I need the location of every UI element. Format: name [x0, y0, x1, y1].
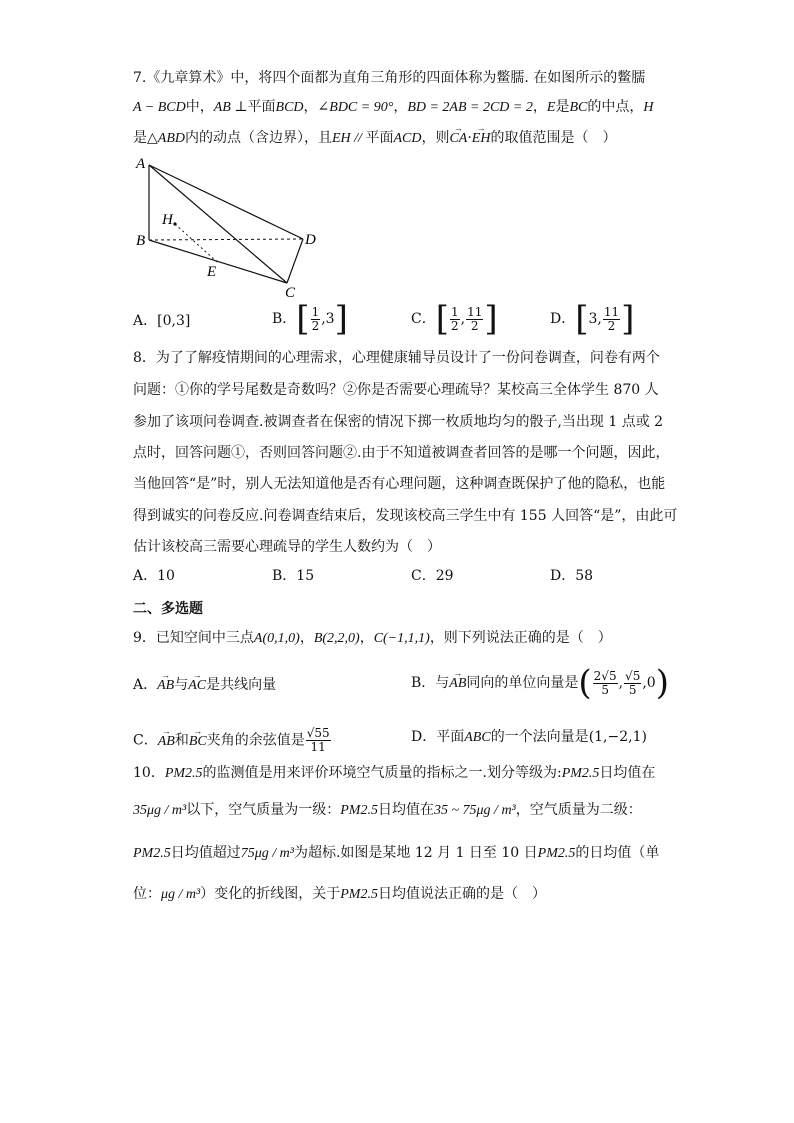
text: 日均值在 [599, 765, 656, 781]
fraction [593, 670, 618, 697]
text: 的中点， [587, 99, 644, 115]
fraction [603, 306, 620, 333]
denominator: 2 [311, 318, 320, 333]
q7-text: 7.《九章算术》中，将四个面都为直角三角形的四面体称为鳖臑. 在如图所示的鳖臑 [133, 70, 646, 86]
text: ， [359, 630, 374, 646]
q8-option-a[interactable]: A．10 [133, 568, 175, 584]
text: 中， [185, 99, 214, 115]
option-label: B．与 [411, 675, 450, 691]
text: ， [532, 99, 547, 115]
q8-line-3: 参加了该项问卷调查.被调查者在保密的情况下掷一枚质地均匀的骰子,当出现 1 点或 2 [133, 414, 664, 430]
text: 日均值超过 [170, 845, 241, 861]
math: EH // [332, 131, 366, 146]
label-h: H [162, 212, 173, 228]
bracket-close: ] [621, 299, 635, 339]
q8-line-2: 问题：①你的学号尾数是奇数吗？②你是否需要心理疏导？某校高三全体学生 870 人 [133, 382, 659, 398]
vector-ca: → CA [449, 129, 467, 149]
numerator: √55 [306, 726, 330, 740]
text: 与 [174, 677, 189, 693]
q10-line-3 [133, 843, 659, 864]
fraction [311, 306, 321, 333]
denominator: 5 [601, 682, 609, 697]
vector-ab: → AB [158, 732, 175, 752]
option-rest: ,3 [321, 311, 335, 327]
label-d: D [305, 232, 316, 248]
denominator: 2 [607, 318, 616, 333]
math: ABD [157, 131, 185, 146]
q9-option-c[interactable] [133, 727, 332, 754]
tetrahedron-figure [125, 150, 325, 300]
fraction [624, 670, 641, 697]
math: PM2.5 [133, 846, 171, 861]
bracket-open: [ [296, 299, 310, 339]
text: 为超标.如图是某地 12 月 1 日至 10 日 [293, 845, 538, 861]
math: H [643, 100, 654, 115]
text: ，则下列说法正确的是（ ） [429, 630, 612, 646]
numerator: 1 [311, 304, 320, 319]
math: PM2.5 [537, 846, 576, 861]
vector-eh: → EH [472, 129, 491, 149]
q8-line-1: 8．为了了解疫情期间的心理需求，心理健康辅导员设计了一份问卷调查，问卷有两个 [133, 350, 660, 366]
q9-stem [133, 628, 612, 649]
q9-option-b[interactable]: B．与→ AB同向的单位向量是( $\frac{2√5}{5}$ , $\frac{√5}{5}$ ,0) [411, 666, 669, 700]
text: 同向的单位向量是 [466, 675, 579, 691]
text: 和 [174, 732, 189, 749]
text: ）变化的折线图，关于 [200, 886, 341, 902]
q9-option-d[interactable] [411, 727, 647, 748]
math: PM2.5 [164, 766, 203, 781]
option-value: [0,3] [157, 313, 191, 329]
math: PM2.5 [340, 803, 378, 818]
math: ABC [464, 730, 491, 745]
math: ∠BDC = 90° [317, 100, 394, 115]
vector-ac: → AC [188, 676, 206, 696]
math: A(0,1,0) [253, 631, 300, 646]
q9-option-a[interactable] [133, 675, 276, 696]
text: ，空气质量为二级： [515, 802, 642, 818]
text: ,0 [642, 675, 656, 691]
text: 内的动点（含边界），且 [185, 130, 332, 146]
paren-open: ( [578, 663, 592, 703]
label-b: B [136, 233, 146, 249]
text: ， [303, 99, 318, 115]
q10-line-4 [133, 884, 546, 905]
fraction [466, 306, 483, 333]
label-c: C [285, 285, 296, 300]
text: ，则 [421, 130, 450, 146]
paren-close: ) [655, 663, 669, 703]
bracket-open: [ [575, 299, 589, 339]
option-label: C． [411, 311, 436, 327]
math: μg / m³ [161, 887, 201, 902]
text: 是共线向量 [206, 677, 277, 693]
denominator: 2 [450, 318, 459, 333]
q7-option-d[interactable] [550, 299, 635, 339]
label-a: A [136, 156, 146, 172]
text: ， [299, 630, 314, 646]
numerator: √5 [625, 668, 641, 683]
text: 日均值说法正确的是（ ） [377, 886, 546, 902]
math: A − BCD [133, 100, 186, 115]
text: 平面 [365, 130, 394, 146]
text: ， [393, 99, 408, 115]
option-value: 3, [588, 311, 602, 327]
fraction [306, 727, 331, 754]
math: PM2.5 [561, 766, 600, 781]
denominator: 2 [470, 318, 479, 333]
numerator: 2√5 [593, 668, 617, 683]
text: 是 [555, 99, 570, 115]
numerator: 1 [450, 304, 459, 319]
q7-option-a[interactable] [133, 311, 190, 331]
option-label: D．平面 [411, 729, 465, 745]
math: BD = 2AB = 2CD = 2 [407, 100, 533, 115]
math: (1,−2,1) [588, 729, 647, 745]
q8-line-4: 点时，回答问题①，否则回答问题②.由于不知道被调查者回答的是哪一个问题，因此， [133, 445, 670, 461]
q7-option-c[interactable]: C．[ $\frac{1}{2}$ , $\frac{11}{2}$ ] [411, 299, 498, 339]
q7-line-1 [133, 68, 645, 88]
q8-line-5: 当他回答“是”时，别人无法知道他是否有心理问题，这种调查既保护了他的隐私，也能 [133, 476, 666, 492]
text: 平面 [247, 99, 276, 115]
math: 35 ~ 75μg / m³ [433, 803, 516, 818]
q8-option-b[interactable]: B．15 [272, 568, 315, 584]
q8-option-c[interactable]: C．29 [411, 568, 454, 584]
q10-line-2 [133, 800, 642, 821]
denominator: 5 [628, 682, 637, 697]
bracket-close: ] [334, 299, 348, 339]
fraction [450, 306, 460, 333]
denominator: 11 [310, 740, 326, 754]
numerator: 11 [467, 304, 483, 319]
dot-operator: · [467, 130, 472, 146]
q7-line-3 [133, 128, 616, 149]
q7-line-2 [133, 97, 653, 118]
math: B(2,2,0) [313, 631, 360, 646]
math: BCD [275, 100, 304, 115]
text: 的日均值（单 [575, 845, 660, 861]
section-title: 二、多选题 [133, 601, 203, 617]
option-label: D． [550, 311, 576, 327]
bracket-close: ] [484, 299, 498, 339]
option-label: B． [272, 311, 297, 327]
bracket-open: [ [435, 299, 449, 339]
option-label: A． [133, 313, 158, 329]
math: ACD [393, 131, 422, 146]
text: 10． [133, 765, 165, 781]
q8-line-7: 估计该校高三需要心理疏导的学生人数约为（ ） [133, 539, 441, 555]
q8-option-d[interactable]: D．58 [550, 568, 594, 584]
label-e: E [207, 264, 217, 280]
vector-bc: → BC [189, 732, 207, 752]
vector-ab: → AB [157, 676, 174, 696]
numerator: 11 [603, 304, 620, 319]
q10-line-1 [133, 763, 655, 784]
option-label: C． [133, 732, 158, 749]
text: 的一个法向量是 [490, 729, 589, 745]
math: 75μg / m³ [240, 846, 294, 861]
text: 以下，空气质量为一级： [186, 802, 341, 818]
vector-ab: → AB [449, 674, 466, 694]
math: E [546, 100, 556, 115]
text: 9．已知空间中三点 [133, 630, 254, 646]
math: 35μg / m³ [133, 803, 187, 818]
text: 的取值范围是（ ） [490, 130, 617, 146]
text: 夹角的余弦值是 [206, 732, 305, 749]
text: 位： [133, 886, 161, 902]
text: 日均值在 [377, 802, 434, 818]
math: C(−1,1,1) [373, 631, 430, 646]
math: AB ⊥ [213, 100, 248, 115]
math: BC [569, 100, 588, 115]
text: 是△ [133, 130, 158, 146]
math: PM2.5 [340, 887, 378, 902]
text: 的监测值是用来评价环境空气质量的指标之一.划分等级为: [202, 765, 562, 781]
option-label: A． [133, 677, 158, 693]
q7-option-b[interactable] [272, 299, 348, 339]
q8-line-6: 得到诚实的问卷反应.问卷调查结束后，发现该校高三学生中有 155 人回答“是”，由此可 [133, 508, 678, 524]
